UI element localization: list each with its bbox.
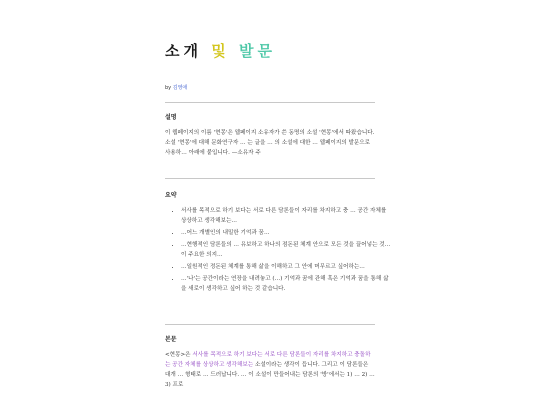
divider [165,178,375,179]
summary-list [165,206,391,296]
section-heading-body: 본문 [165,336,177,343]
divider [165,324,375,325]
section-heading-intro: 설명 [165,114,177,121]
list-item: • …현행적인 담론들의 … 유보하고 하나의 점돈된 체계 안으로 모든 것을 끌어넣는 것…이 주요한 의지… [181,240,391,260]
section-heading-summary: 요약 [165,192,177,199]
list-item: • …일원적인 정돈된 체계를 통해 삶을 이해하고 그 안에 머무르고 싶어하는… [181,262,391,272]
list-item: • 서사를 목적으로 하기 보다는 서로 다른 담론들이 자리를 차지하고 충 … 공간 자체를 상상하고 생각해보는… [181,206,391,226]
list-item: • …'나'는 공간이라는 연장을 내려놓고 (…) 기억과 꿈에 관해 혹은 기억과 꿈을 통해 삶을 새로이 생각하고 싶어 하는 것 같습니다. [181,274,391,294]
list-item: • …어느 개별인의 내밀한 기억과 꿈… [181,228,391,238]
byline [165,84,187,91]
body-paragraph [165,350,375,390]
title-word-1: 소개 [165,42,202,60]
divider [165,102,375,103]
title-word-2: 및 [211,42,230,60]
body-lead: <현몽>은 [165,352,193,358]
author-link[interactable]: 김영애 [172,85,188,91]
byline-prefix: by [165,85,172,91]
body-rest: 소설이라는 생각이 듭니다. 그리고 이 담론들은 대개 … 형태로 … 드러납니다. … 이 소설이 만들어내는 담론의 '방'에서는 1) … 2) … 3) 프로 [165,362,375,388]
title-word-3: 발문 [238,42,276,60]
page-title [165,40,276,61]
intro-paragraph: 이 웹페이지의 이름 '현몽'은 웹페이지 소유자가 쓴 동명의 소설 '현몽'에서 따왔습니다. 소설 '현몽'에 대해 문화연구자 … 는 글을 … 의 소설에 대한 … 웹페이지의 발문으로 사용하… 아래에 붙입니다. —소유자 주 [165,130,375,156]
body-highlight: 서사를 목적으로 하기 보다는 서로 다른 담론들이 자리를 차지하고 충돌하는 공간 자체를 상상하고 생각해보는 [165,352,371,368]
